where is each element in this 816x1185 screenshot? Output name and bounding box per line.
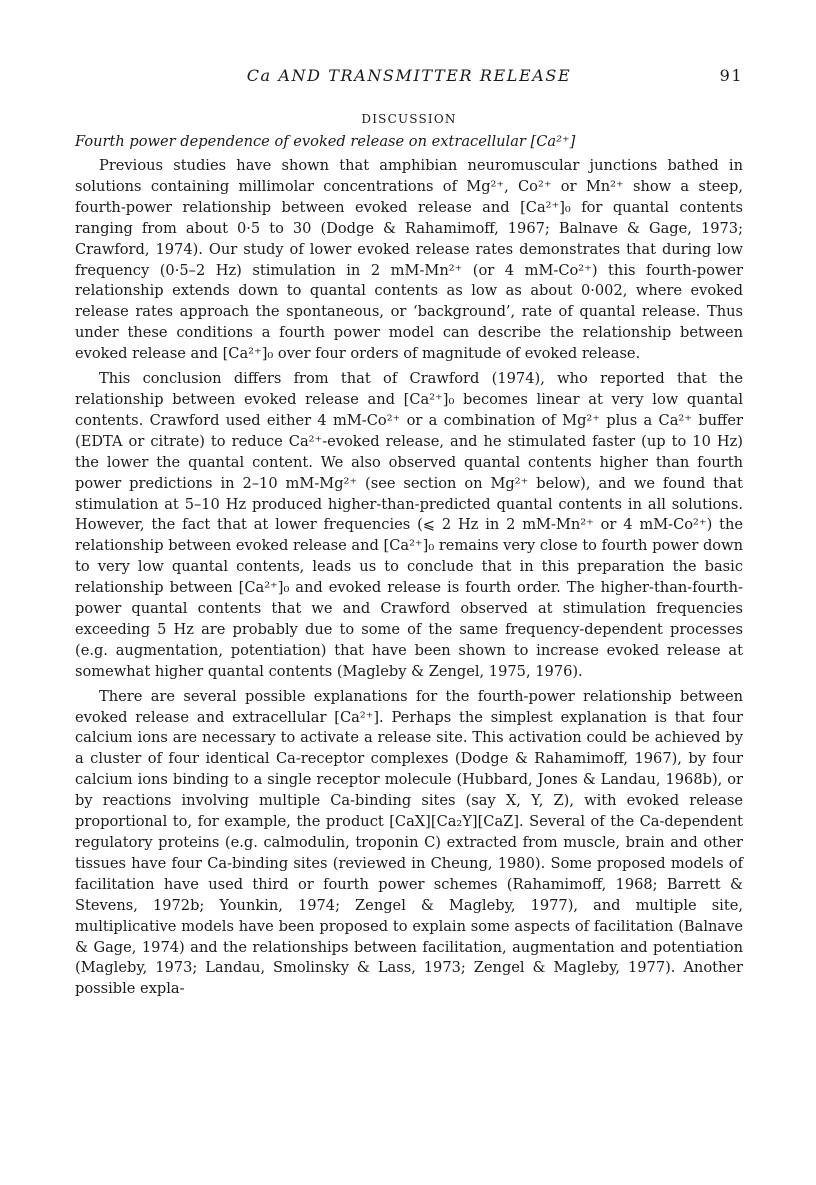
paragraph: Previous studies have shown that amphibian neuromuscular junctions bathed in solutions containing millimolar concentrations of Mg²⁺, Co²⁺ or Mn²⁺ show a steep, fourth-power relationship between evoked release and [Ca²⁺]₀ for quantal contents ranging from about 0·5 to 30 (Dodge & Rahamimoff, 1967; Balnave & Gage, 1973; Crawford, 1974). Our study of lower evoked release rates demonstrates that during low frequency (0·5–2 Hz) stimulation in 2 mM-Mn²⁺ (or 4 mM-Co²⁺) this fourth-power relationship extends down to quantal contents as low as about 0·002, where evoked release rates approach the spontaneous, or ‘background’, rate of quantal release. Thus under these conditions a fourth power model can describe the relationship between evoked release and [Ca²⁺]₀ over four orders of magnitude of evoked release. [75,157,743,363]
paragraph: This conclusion differs from that of Crawford (1974), who reported that the relationship between evoked release and [Ca²⁺]₀ becomes linear at very low quantal contents. Crawford used either 4 mM-Co²⁺ or a combination of Mg²⁺ plus a Ca²⁺ buffer (EDTA or citrate) to reduce Ca²⁺-evoked release, and he stimulated faster (up to 10 Hz) the lower the quantal content. We also observed quantal contents higher than fourth power predictions in 2–10 mM-Mg²⁺ (see section on Mg²⁺ below), and we found that stimulation at 5–10 Hz produced higher-than-predicted quantal contents in all solutions. However, the fact that at lower frequencies (⩽ 2 Hz in 2 mM-Mn²⁺ or 4 mM-Co²⁺) the relationship between evoked release and [Ca²⁺]₀ remains very close to fourth power down to very low quantal contents, leads us to conclude that in this preparation the basic relationship between [Ca²⁺]₀ and evoked release is fourth order. The higher-than-fourth-power quantal contents that we and Crawford observed at stimulation frequencies exceeding 5 Hz are probably due to some of the same frequency-dependent processes (e.g. augmentation, potentiation) that have been shown to increase evoked release at somewhat higher quantal contents (Magleby & Zengel, 1975, 1976). [75,370,743,680]
running-title: Ca AND TRANSMITTER RELEASE [246,66,572,85]
running-header [75,66,743,90]
paragraph: There are several possible explanations for the fourth-power relationship between evoked release and extracellular [Ca²⁺]. Perhaps the simplest explanation is that four calcium ions are necessary to activate a release site. This activation could be achieved by a cluster of four identical Ca-receptor complexes (Dodge & Rahamimoff, 1967), by four calcium ions binding to a single receptor molecule (Hubbard, Jones & Landau, 1968b), or by reactions involving multiple Ca-binding sites (say X, Y, Z), with evoked release proportional to, for example, the product [CaX][Ca₂Y][CaZ]. Several of the Ca-dependent regulatory proteins (e.g. calmodulin, troponin C) extracted from muscle, brain and other tissues have four Ca-binding sites (reviewed in Cheung, 1980). Some proposed models of facilitation have used third or fourth power schemes (Rahamimoff, 1968; Barrett & Stevens, 1972b; Younkin, 1974; Zengel & Magleby, 1977), and multiple site, multiplicative models have been proposed to explain some aspects of facilitation (Balnave & Gage, 1974) and the relationships between facilitation, augmentation and potentiation (Magleby, 1973; Landau, Smolinsky & Lass, 1973; Zengel & Magleby, 1977). Another possible expla- [75,687,743,998]
journal-page [75,66,743,1004]
subsection-heading: Fourth power dependence of evoked release on extracellular [Ca²⁺] [75,133,576,150]
section-heading: DISCUSSION [361,112,457,126]
page-number: 91 [719,66,743,85]
